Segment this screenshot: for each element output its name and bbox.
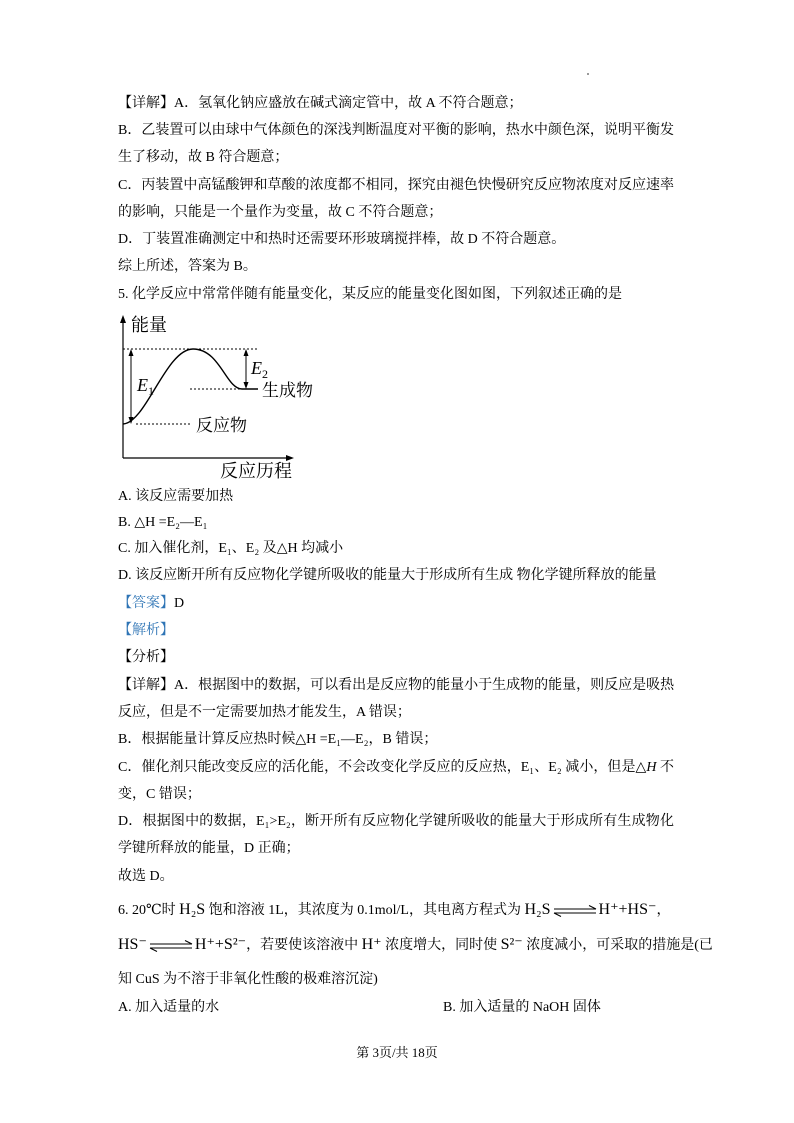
- q6-formula: H₂S: [524, 901, 551, 918]
- answer-value: D: [174, 596, 185, 611]
- q6-stem-line-1: [118, 897, 671, 923]
- q6-text: 饱和溶液 1L，其浓度为 0.1mol/L，其电离方程式为: [205, 903, 525, 918]
- y-axis-arrowhead: [120, 315, 126, 323]
- q6-text: ，: [656, 903, 671, 918]
- q6-formula: H₂S: [179, 901, 206, 918]
- prev-detail-line: C．丙装置中高锰酸钾和草酸的浓度都不相同，探究由褪色快慢研究反应物浓度对反应速率: [118, 178, 674, 193]
- analysis-tag: 【解析】: [118, 623, 174, 638]
- prev-detail-line: 综上所述，答案为 B。: [118, 259, 257, 274]
- q5-answer-line: [118, 593, 674, 615]
- equilibrium-arrow-icon: [149, 940, 193, 952]
- q6-stem-line-2: [118, 932, 713, 958]
- detail-segment: H: [646, 760, 657, 775]
- q6-stem-line-3: 知 CuS 为不溶于非氧化性酸的极难溶沉淀): [118, 972, 378, 987]
- e1-label-base: E: [137, 375, 148, 395]
- energy-diagram: [118, 310, 323, 485]
- q5-detail-line: 故选 D。: [118, 869, 174, 884]
- q6-options-row: [118, 997, 674, 1019]
- reactant-label: 反应物: [196, 416, 247, 435]
- q5-detail-line: 变，C 错误；: [118, 787, 201, 802]
- prev-detail-line: 【详解】A．氢氧化钠应盛放在碱式滴定管中，故 A 不符合题意；: [118, 96, 523, 111]
- q6-formula: S²⁻: [500, 936, 523, 953]
- q6-text: 6. 20℃时: [118, 903, 180, 918]
- q5-option-d: D. 该反应断开所有反应物化学键所吸收的能量大于形成所有生成 物化学键所释放的能量: [118, 568, 657, 583]
- q6-text: 浓度减小，可采取的措施是(已: [522, 938, 713, 953]
- prev-detail-line: 生了移动，故 B 符合题意；: [118, 150, 289, 165]
- q5-detail-line: B．根据能量计算反应热时候△H =E₁—E₂，B 错误；: [118, 732, 438, 747]
- q5-stem: 5. 化学反应中常常伴随有能量变化，某反应的能量变化图如图，下列叙述正确的是: [118, 287, 622, 302]
- detail-segment: C．催化剂只能改变反应的活化能，不会改变化学反应的反应热，E₁、E₂ 减小，但是△: [118, 760, 647, 775]
- q6-text: ，若要使该溶液中: [246, 938, 362, 953]
- equilibrium-arrow-icon: [553, 905, 597, 917]
- q5-detail-line: D．根据图中的数据，E₁>E₂，断开所有反应物化学键所吸收的能量大于形成所有生成物化: [118, 814, 674, 829]
- q6-formula: H⁺+HS⁻: [598, 901, 657, 918]
- page-footer: 第 3页/共 18页: [356, 1045, 438, 1060]
- prev-detail-line: B．乙装置可以由球中气体颜色的深浅判断温度对平衡的影响，热水中颜色深，说明平衡发: [118, 123, 674, 138]
- e2-label: [250, 358, 268, 381]
- product-label: 生成物: [262, 381, 313, 400]
- e1-double-arrow: [129, 349, 134, 424]
- q5-detail-line: 【详解】A．根据图中的数据，可以看出是反应物的能量小于生成物的能量，则反应是吸热: [118, 678, 675, 693]
- header-dot: [587, 73, 589, 75]
- q5-fenxi-line: 【分析】: [118, 650, 174, 665]
- e1-label-sub: 1: [148, 384, 154, 398]
- q5-option-b: B. △H =E₂—E₁: [118, 515, 208, 530]
- y-axis-label: 能量: [131, 315, 167, 335]
- e2-label-sub: 2: [262, 367, 268, 381]
- q6-formula: H⁺+S²⁻: [194, 936, 247, 953]
- detail-segment: 不: [656, 760, 675, 775]
- prev-detail-line: D．丁装置准确测定中和热时还需要环形玻璃搅拌棒，故 D 不符合题意。: [118, 232, 566, 247]
- q6-formula: HS⁻: [118, 936, 147, 953]
- q6-formula: H⁺: [361, 936, 382, 953]
- e2-label-base: E: [251, 358, 262, 378]
- q5-analysis-line: [118, 620, 674, 642]
- q5-detail-line: 学键所释放的能量，D 正确；: [118, 841, 300, 856]
- q5-detail-line: 反应，但是不一定需要加热才能发生，A 错误；: [118, 705, 411, 720]
- x-axis-label: 反应历程: [220, 461, 292, 481]
- q6-option-a: A. 加入适量的水: [118, 1000, 220, 1015]
- q5-option-c: C. 加入催化剂，E₁、E₂ 及△H 均减小: [118, 541, 344, 556]
- q5-option-a: A. 该反应需要加热: [118, 489, 234, 504]
- q6-option-b: B. 加入适量的 NaOH 固体: [443, 1000, 601, 1015]
- answer-tag: 【答案】: [118, 596, 174, 611]
- e1-label: [136, 375, 154, 398]
- q5-detail-line: [118, 757, 674, 779]
- e2-double-arrow: [244, 349, 249, 389]
- q6-text: 浓度增大，同时使: [381, 938, 501, 953]
- prev-detail-line: 的影响，只能是一个量作为变量，故 C 不符合题意；: [118, 205, 443, 220]
